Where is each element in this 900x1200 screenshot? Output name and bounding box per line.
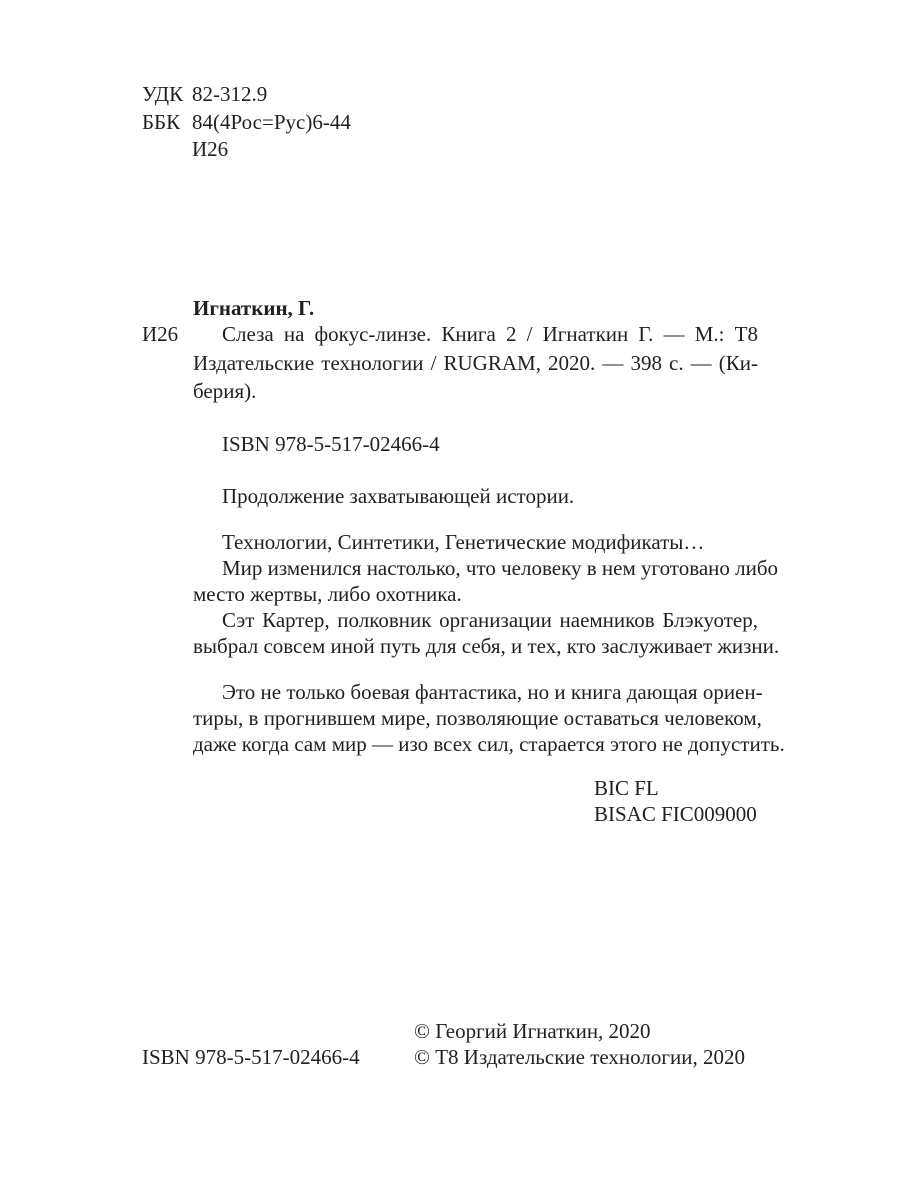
annotation-p3-line-2: место жертвы, либо охотника. <box>193 582 462 606</box>
catalog-isbn: ISBN 978-5-517-02466-4 <box>222 432 440 456</box>
udk-label: УДК <box>142 82 184 106</box>
annotation-p2: Технологии, Синтетики, Генетические модификаты… <box>222 530 705 554</box>
bbk-label: ББК <box>142 110 181 134</box>
bic-code: BIC FL <box>594 776 659 800</box>
copyright-publisher: © Т8 Издательские технологии, 2020 <box>414 1045 745 1069</box>
catalog-description-line-3: берия). <box>193 379 257 403</box>
classification-block <box>142 82 402 172</box>
catalog-description-line-2: Издательские технологии / RUGRAM, 2020. — 398 с. — (Ки- <box>193 351 758 375</box>
annotation-p4-line-1: Сэт Картер, полковник организации наемников Блэкуотер, <box>222 608 758 632</box>
copyright-author: © Георгий Игнаткин, 2020 <box>414 1019 651 1043</box>
annotation-p4-line-2: выбрал совсем иной путь для себя, и тех, кто заслуживает жизни. <box>193 634 780 658</box>
annotation-p1: Продолжение захватывающей истории. <box>222 484 575 508</box>
annotation-p5-line-3: даже когда сам мир — изо всех сил, старается этого не допустить. <box>193 732 785 756</box>
catalog-author-mark: И26 <box>142 322 179 346</box>
bbk-value: 84(4Рос=Рус)6-44 <box>192 110 351 134</box>
catalog-description-line-1: Слеза на фокус-линзе. Книга 2 / Игнаткин Г. — М.: Т8 <box>222 322 758 346</box>
author-heading: Игнаткин, Г. <box>193 296 315 320</box>
annotation-p5-line-2: тиры, в прогнившем мире, позволяющие оставаться человеком, <box>193 706 762 730</box>
udk-value: 82-312.9 <box>192 82 268 106</box>
annotation-p5-line-1: Это не только боевая фантастика, но и книга дающая ориен- <box>222 680 763 704</box>
bisac-code: BISAC FIC009000 <box>594 802 757 826</box>
footer-isbn: ISBN 978-5-517-02466-4 <box>142 1045 360 1069</box>
author-mark-top: И26 <box>192 137 229 161</box>
annotation-p3-line-1: Мир изменился настолько, что человеку в нем уготовано либо <box>222 556 779 580</box>
